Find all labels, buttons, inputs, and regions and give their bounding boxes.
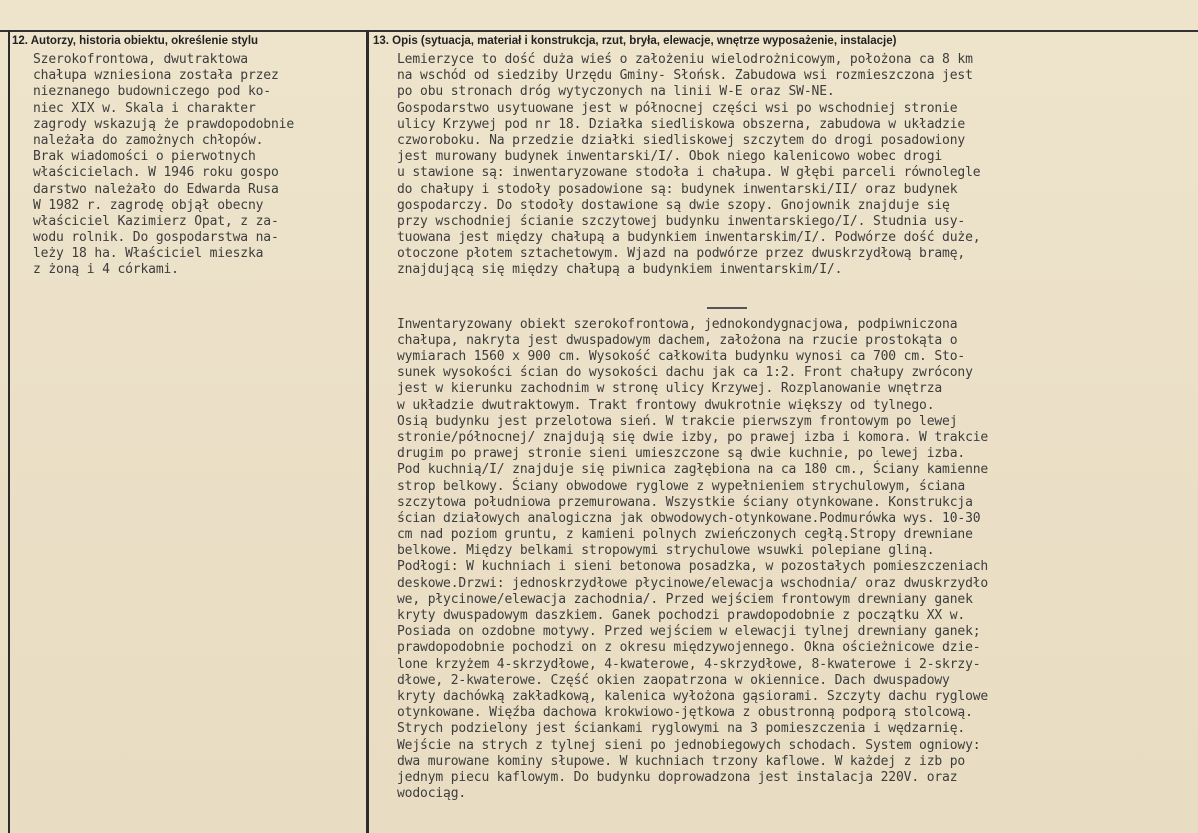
text-line: stronie/północnej/ znajdują się dwie izby, po prawej izba i komora. W trakcie	[397, 429, 989, 445]
text-line: należała do zamożnych chłopów.	[33, 132, 264, 148]
paragraph-separator	[397, 301, 1192, 317]
text-line: przy wschodniej ścianie szczytowej budynku inwentarskiego/I/. Studnia usy-	[397, 213, 966, 229]
text-line: na wschód od siedziby Urzędu Gminy- Słońsk. Zabudowa wsi rozmieszczona jest	[397, 68, 973, 84]
text-line: dwa murowane kominy słupowe. W kuchniach trzony kaflowe. W każdej z izb po	[397, 753, 966, 769]
text-line: właścicielach. W 1946 roku gospo	[33, 165, 279, 181]
site-description-paragraph	[397, 52, 1192, 279]
text-line: darstwo należało do Edwarda Rusa	[33, 181, 279, 197]
text-line: kryty dwuspadowym daszkiem. Ganek pochodzi prawdopodobnie z początku XX w.	[397, 608, 966, 623]
text-line: ulicy Krzywej pod nr 18. Działka siedliskowa obszerna, zabudowa w układzie	[397, 116, 966, 132]
text-line: cm nad poziom gruntu, z kamieni polnych zwieńczonych cegłą.Stropy drewniane	[397, 527, 973, 543]
text-line: deskowe.Drzwi: jednoskrzydłowe płycinowe/elewacja wschodnia/ oraz dwuskrzydło	[397, 575, 989, 591]
text-line: gospodarczy. Do stodoły dostawione są dwie szopy. Gnojownik znajduje się	[397, 197, 950, 213]
text-line: we, płycinowe/elewacja zachodnia/. Przed wejściem frontowym drewniany ganek	[397, 591, 973, 607]
text-line: leży 18 ha. Właściciel mieszka	[33, 246, 264, 262]
building-description-paragraph	[397, 317, 1192, 803]
text-line: czworoboku. Na przedzie działki siedliskowej szczytem do drogi posadowiony	[397, 132, 966, 148]
text-line: wymiarach 1560 x 900 cm. Wysokość całkowita budynku wynosi ca 700 cm. Sto-	[397, 349, 966, 364]
text-line: jest murowany budynek inwentarski/I/. Obok niego kalenicowo wobec drogi	[397, 149, 943, 165]
text-line: Strych podzielony jest ściankami ryglowymi na 3 pomieszczenia i wędzarnię.	[397, 721, 966, 737]
text-line: chałupa, nakryta jest dwuspadowym dachem, założona na rzucie prostokąta o	[397, 332, 958, 348]
text-line: Posiada on ozdobne motywy. Przed wejściem w elewacji tylnej drewniany ganek;	[397, 624, 981, 640]
text-line: szczytowa południowa przemurowana. Wszystkie ściany otynkowane. Konstrukcja	[397, 494, 973, 510]
text-line: belkowe. Między belkami stropowymi strychulowe wsuwki polepiane gliną.	[397, 543, 935, 559]
text-line: wodociąg.	[397, 786, 467, 802]
text-line: lone krzyżem 4-skrzydłowe, 4-kwaterowe, 4-skrzydłowe, 8-kwaterowe i 2-skrzy-	[397, 656, 981, 672]
authors-history-text	[33, 52, 363, 279]
text-line: po obu stronach dróg wytyczonych na linii W-E oraz SW-NE.	[397, 84, 835, 100]
text-line: prawdopodobnie pochodzi on z okresu międzywojennego. Okna ościeżnicowe dzie-	[397, 640, 981, 656]
text-line: Szerokofrontowa, dwutraktowa	[33, 52, 248, 67]
text-line: zagrody wskazują że prawdopodobnie	[33, 116, 295, 132]
text-line: u stawione są: inwentaryzowane stodoła i chałupa. W głębi parceli równolegle	[397, 165, 981, 181]
text-line: Osią budynku jest przelotowa sień. W trakcie pierwszym frontowym po lewej	[397, 413, 958, 429]
text-line: dłowe, 2-kwaterowe. Część okien zaopatrzona w okiennice. Dach dwuspadowy	[397, 672, 950, 688]
text-line: otynkowane. Więźba dachowa krokwiowo-jętkowa z obustronną podporą stolcową.	[397, 705, 973, 721]
text-line: otoczone płotem sztachetowym. Wjazd na podwórze przez dwuskrzydłową bramę,	[397, 246, 966, 262]
description-text	[397, 52, 1192, 802]
text-line: strop belkowy. Ściany obwodowe ryglowe z wypełnieniem strychulowym, ściana	[397, 478, 966, 494]
text-line: ścian działowych analogiczna jak obwodowych-otynkowane.Podmurówka wys. 10-30	[397, 510, 981, 526]
section-12-header: 12. Autorzy, historia obiektu, określenie stylu	[12, 35, 259, 47]
text-line: drugim po prawej stronie sieni umieszczone są dwie kuchnie, po lewej izba.	[397, 446, 966, 462]
left-border-line	[8, 30, 10, 833]
text-line: jest w kierunku zachodnim w stronę ulicy Krzywej. Rozplanowanie wnętrza	[397, 381, 943, 397]
column-divider	[366, 30, 369, 833]
text-line: Lemierzyce to dość duża wieś o założeniu wielodrożnicowym, położona ca 8 km	[397, 52, 973, 67]
text-line: Inwentaryzowany obiekt szerokofrontowa, jednokondygnacjowa, podpiwniczona	[397, 316, 958, 332]
text-line: tuowana jest między chałupą a budynkiem inwentarskim/I/. Podwórze dość duże,	[397, 230, 981, 246]
text-line: właściciel Kazimierz Opat, z za-	[33, 213, 279, 229]
text-line: do chałupy i stodoły posadowione są: budynek inwentarski/II/ oraz budynek	[397, 181, 958, 197]
text-line: Pod kuchnią/I/ znajduje się piwnica zagłębiona na ca 180 cm., Ściany kamienne	[397, 462, 989, 478]
text-line: niec XIX w. Skala i charakter	[33, 100, 256, 116]
text-line: Podłogi: W kuchniach i sieni betonowa posadzka, w pozostałych pomieszczeniach	[397, 559, 989, 575]
text-line: chałupa wzniesiona została przez	[33, 68, 279, 84]
text-line: Brak wiadomości o pierwotnych	[33, 149, 256, 165]
text-line: w układzie dwutraktowym. Trakt frontowy dwukrotnie większy od tylnego.	[397, 397, 935, 413]
text-line: Wejście na strych z tylnej sieni po jednobiegowych schodach. System ogniowy:	[397, 737, 981, 753]
text-line: z żoną i 4 córkami.	[33, 262, 179, 278]
text-line: nieznanego budowniczego pod ko-	[33, 84, 271, 100]
text-line: jednym piecu kaflowym. Do budynku doprowadzona jest instalacja 220V. oraz	[397, 769, 958, 785]
text-line: znajdującą się między chałupą a budynkiem inwentarskim/I/.	[397, 262, 843, 278]
text-line: kryty dachówką zakładkową, kalenica wyłożona gąsiorami. Szczyty dachu ryglowe	[397, 688, 989, 704]
top-rule	[0, 30, 1198, 32]
text-line: Gospodarstwo usytuowane jest w północnej części wsi po wschodniej stronie	[397, 100, 958, 116]
text-line: wodu rolnik. Do gospodarstwa na-	[33, 230, 279, 246]
text-line: sunek wysokości ścian do wysokości dachu jak ca 1:2. Front chałupy zwrócony	[397, 365, 973, 381]
section-13-header: 13. Opis (sytuacja, materiał i konstrukcja, rzut, bryła, elewacje, wnętrze wyposażenie, instalacje)	[373, 35, 897, 47]
text-line: W 1982 r. zagrodę objął obecny	[33, 197, 264, 213]
